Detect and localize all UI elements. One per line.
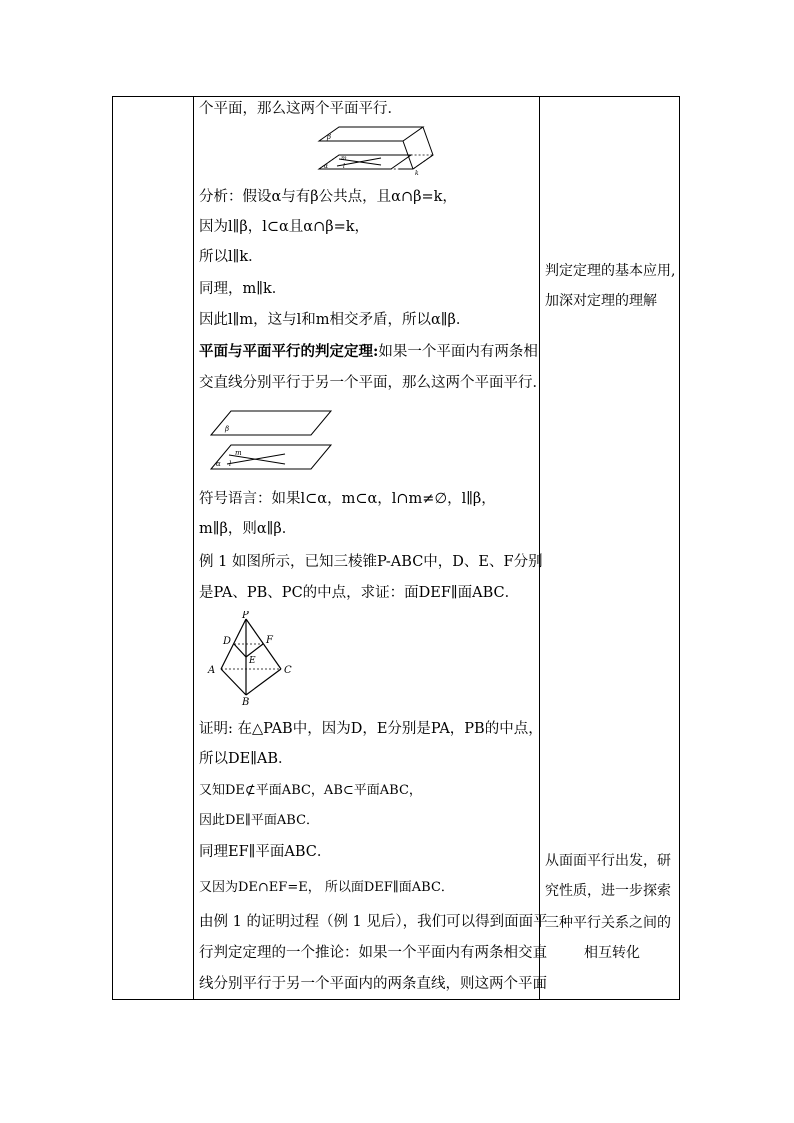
fig1-label-alpha: α (324, 163, 329, 170)
fig1-label-beta: β (327, 133, 332, 141)
text-line: 由例 1 的证明过程（例 1 见后），我们可以得到面面平 (199, 914, 548, 930)
fig3-label-P: P (242, 611, 249, 621)
text-line: 因为l∥β，l⊂α且α∩β=k， (199, 219, 370, 235)
note-line: 加深对定理的理解 (545, 293, 657, 309)
text-line: 因此l∥m，这与l和m相交矛盾，所以α∥β． (199, 312, 471, 328)
note-line: 从面面平行出发，研 (545, 853, 671, 869)
text-line: 符号语言：如果l⊂α，m⊂α，l∩m≠∅，l∥β， (199, 491, 496, 507)
column-divider-2 (539, 97, 540, 999)
note-line: 相互转化 (584, 945, 640, 961)
fig1-label-l: l (343, 163, 345, 170)
lesson-table (112, 96, 680, 1000)
theorem-title: 平面与平面平行的判定定理: (199, 343, 379, 360)
note-line: 究性质，进一步探索 (545, 883, 671, 899)
fig3-label-A: A (208, 665, 216, 676)
theorem-line-1 (199, 342, 538, 362)
text-line: 行判定定理的一个推论：如果一个平面内有两条相交直 (199, 945, 547, 961)
text-line: 分析：假设α与有β公共点，且α∩β=k， (199, 189, 457, 205)
text-line: 证明: 在△PAB中，因为D，E分别是PA，PB的中点， (199, 721, 543, 737)
fig3-label-F: F (266, 635, 273, 646)
text-line: 是PA、PB、PC的中点，求证：面DEF∥面ABC． (199, 585, 520, 601)
theorem-body: 如果一个平面内有两条相 (378, 344, 538, 360)
text-line: 例 1 如图所示，已知三棱锥P-ABC中，D、E、F分别 (199, 554, 543, 570)
fig3-label-B: B (242, 697, 250, 705)
fig2-label-l: l (229, 460, 232, 468)
figure-parallel-planes (207, 407, 337, 473)
fig2-label-alpha: α (216, 460, 221, 468)
figure-triangular-pyramid (205, 611, 305, 705)
text-line: 同理，m∥k． (199, 281, 287, 297)
text-line: 个平面，那么这两个平面平行． (199, 101, 402, 117)
fig2-label-beta: β (225, 425, 230, 433)
text-line: m∥β，则α∥β． (199, 521, 297, 537)
text-line: 所以DE∥AB． (199, 751, 293, 767)
column-divider-1 (193, 97, 194, 999)
fig3-label-E: E (249, 656, 256, 666)
text-line: 线分别平行于另一个平面内的两条直线，则这两个平面 (199, 976, 547, 992)
fig2-label-m: m (235, 449, 242, 457)
note-line: 判定定理的基本应用, (545, 263, 676, 279)
text-line: 交直线分别平行于另一个平面，那么这两个平面平行． (199, 375, 547, 391)
fig3-label-C: C (284, 665, 292, 676)
text-line: 又知DE⊄平面ABC，AB⊂平面ABC， (199, 783, 422, 798)
text-line: 因此DE∥平面ABC． (199, 813, 320, 828)
text-line: 又因为DE∩EF=E， 所以面DEF∥面ABC． (199, 880, 454, 895)
text-line: 所以l∥k． (199, 249, 263, 265)
fig1-label-m: m (341, 155, 347, 162)
fig3-label-D: D (223, 636, 232, 647)
figure-parallel-planes-folded (311, 123, 441, 179)
fig1-label-k: k (415, 170, 419, 177)
note-line: 三种平行关系之间的 (545, 915, 671, 931)
text-line: 同理EF∥平面ABC． (199, 844, 332, 860)
